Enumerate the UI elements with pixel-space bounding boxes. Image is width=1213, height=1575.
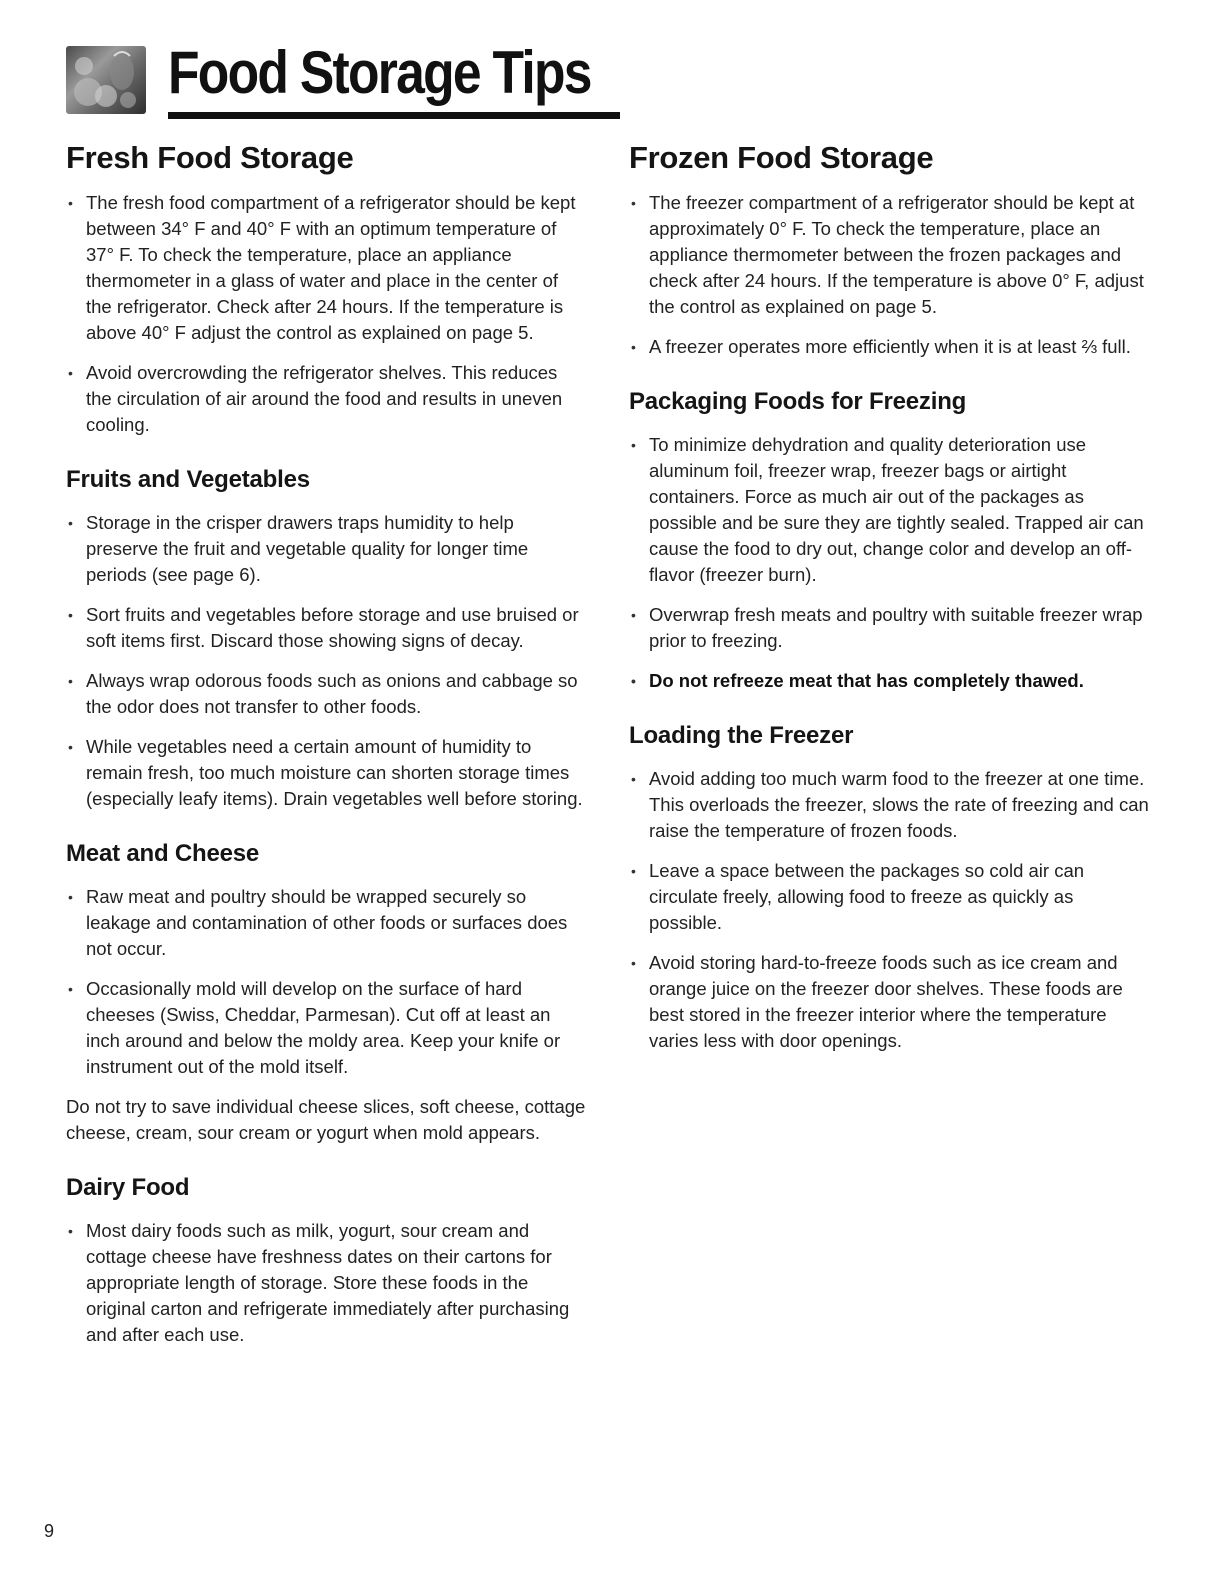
list-item: • Overwrap fresh meats and poultry with suitable freezer wrap prior to freezing. bbox=[629, 602, 1149, 654]
packaging-section bbox=[629, 388, 1149, 694]
list-item: • Always wrap odorous foods such as onions and cabbage so the odor does not transfer to other foods. bbox=[66, 668, 586, 720]
fresh-food-section bbox=[66, 140, 586, 438]
list-item: • The fresh food compartment of a refrigerator should be kept between 34° F and 40° F with an optimum temperature of 37° F. To check the temperature, place an appliance thermometer in a glass of water and place in the center of the refrigerator. Check after 24 hours. If the temperature is above 40° F adjust the control as explained on page 5. bbox=[66, 190, 586, 346]
list-item: • The freezer compartment of a refrigerator should be kept at approximately 0° F. To check the temperature, place an appliance thermometer between the frozen packages and check after 24 hours. If the temperature is above 0° F, adjust the control as explained on page 5. bbox=[629, 190, 1149, 320]
list-item: • A freezer operates more efficiently when it is at least ⅔ full. bbox=[629, 334, 1149, 360]
refreeze-warning: • Do not refreeze meat that has completely thawed. bbox=[629, 668, 1149, 694]
mold-note: Do not try to save individual cheese slices, soft cheese, cottage cheese, cream, sour cream or yogurt when mold appears. bbox=[66, 1096, 586, 1143]
dairy-heading: Dairy Food bbox=[66, 1174, 190, 1201]
fruits-vegetables-section bbox=[66, 466, 586, 812]
list-item: • Sort fruits and vegetables before storage and use bruised or soft items first. Discard those showing signs of decay. bbox=[66, 602, 586, 654]
list-item: • Avoid storing hard-to-freeze foods such as ice cream and orange juice on the freezer door shelves. These foods are best stored in the freezer interior where the temperature varies less with door openings. bbox=[629, 950, 1149, 1054]
list-item: • To minimize dehydration and quality deterioration use aluminum foil, freezer wrap, freezer bags or airtight containers. Force as much air out of the packages as possible and be sure they are tightly sealed. Trapped air can cause the food to dry out, change color and develop an off-flavor (freezer burn). bbox=[629, 432, 1149, 588]
title-underline bbox=[168, 112, 620, 119]
frozen-food-heading: Frozen Food Storage bbox=[629, 140, 934, 175]
frozen-food-section bbox=[629, 140, 1149, 360]
list-item: • Most dairy foods such as milk, yogurt, sour cream and cottage cheese have freshness dates on their cartons for appropriate length of storage. Store these foods in the original carton and refrigerate immediately after purchasing and after each use. bbox=[66, 1218, 586, 1348]
page-title: Food Storage Tips bbox=[168, 39, 591, 106]
list-item: • Occasionally mold will develop on the surface of hard cheeses (Swiss, Cheddar, Parmesan). Cut off at least an inch around and below the moldy area. Keep your knife or instrument out of the mold itself. bbox=[66, 976, 586, 1080]
loading-freezer-section bbox=[629, 722, 1149, 1054]
page-number: 9 bbox=[44, 1521, 55, 1541]
list-item: • While vegetables need a certain amount of humidity to remain fresh, too much moisture can shorten storage times (especially leafy items). Drain vegetables well before storing. bbox=[66, 734, 586, 812]
left-column bbox=[66, 140, 586, 1376]
right-column bbox=[629, 140, 1149, 1082]
list-item: • Raw meat and poultry should be wrapped securely so leakage and contamination of other foods or surfaces does not occur. bbox=[66, 884, 586, 962]
list-item: • Storage in the crisper drawers traps humidity to help preserve the fruit and vegetable quality for longer time periods (see page 6). bbox=[66, 510, 586, 588]
meat-cheese-heading: Meat and Cheese bbox=[66, 840, 260, 867]
food-produce-icon bbox=[66, 46, 146, 114]
meat-cheese-section bbox=[66, 840, 586, 1146]
fruits-vegetables-heading: Fruits and Vegetables bbox=[66, 466, 310, 493]
packaging-heading: Packaging Foods for Freezing bbox=[629, 388, 967, 415]
list-item: • Avoid overcrowding the refrigerator shelves. This reduces the circulation of air around the food and results in uneven cooling. bbox=[66, 360, 586, 438]
dairy-section bbox=[66, 1174, 586, 1348]
loading-freezer-heading: Loading the Freezer bbox=[629, 722, 854, 749]
list-item: • Avoid adding too much warm food to the freezer at one time. This overloads the freezer, slows the rate of freezing and can raise the temperature of frozen foods. bbox=[629, 766, 1149, 844]
page-header bbox=[66, 39, 591, 122]
fresh-food-heading: Fresh Food Storage bbox=[66, 140, 354, 175]
list-item: • Leave a space between the packages so cold air can circulate freely, allowing food to freeze as quickly as possible. bbox=[629, 858, 1149, 936]
